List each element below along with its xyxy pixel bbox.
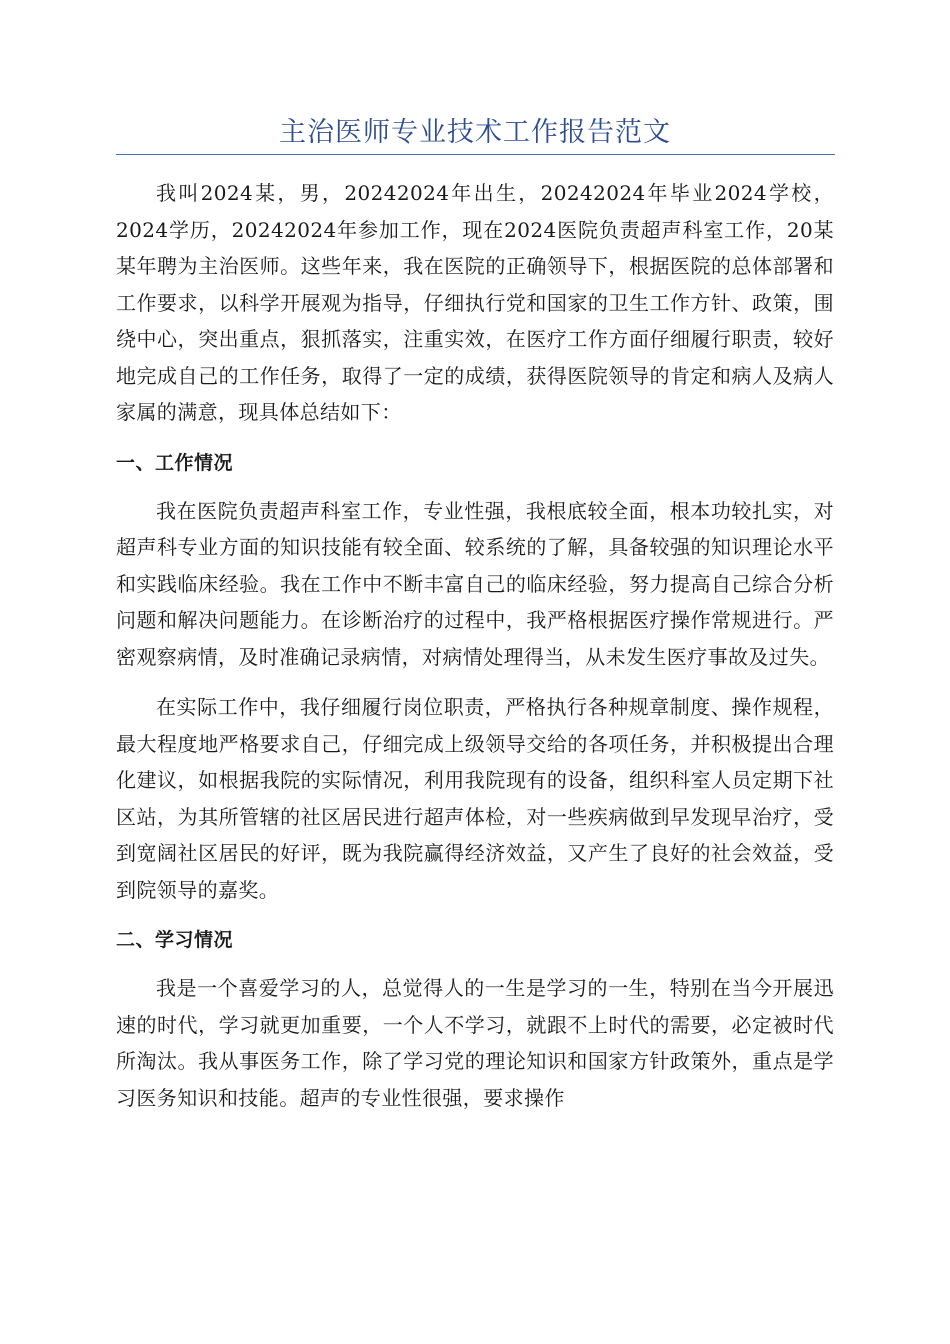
section-heading-work: 一、工作情况 xyxy=(116,451,234,474)
section-heading-study: 二、学习情况 xyxy=(116,929,234,951)
intro-paragraph: 我叫2024某，男，20242024年出生，20242024年毕业2024学校，2024学历，20242024年参加工作，现在2024医院负责超声科室工作，20某某年聘为主治医师。这些年来，我在医院的正确领导下，根据医院的总体部署和工作要求，以科学开展观为指导，仔细执行党和国家的卫生工作方针、政策，围绕中心，突出重点，狠抓落实，注重实效，在医疗工作方面仔细履行职责，较好地完成自己的工作任务，取得了一定的成绩，获得医院领导的肯定和病人及病人家属的满意，现具体总结如下： xyxy=(116,181,834,424)
document-body xyxy=(116,175,834,1130)
work-paragraph-1: 我在医院负责超声科室工作，专业性强，我根底较全面，根本功较扎实，对超声科专业方面的知识技能有较全面、较系统的了解，具备较强的知识理论水平和实践临床经验。我在工作中不断丰富自己的临床经验，努力提高自己综合分析问题和解决问题能力。在诊断治疗的过程中，我严格根据医疗操作常规进行。严密观察病情，及时准确记录病情，对病情处理得当，从未发生医疗事故及过失。 xyxy=(116,498,834,669)
work-paragraph-2: 在实际工作中，我仔细履行岗位职责，严格执行各种规章制度、操作规程，最大程度地严格要求自己，仔细完成上级领导交给的各项任务，并积极提出合理化建议，如根据我院的实际情况，利用我院现有的设备，组织科室人员定期下社区站，为其所管辖的社区居民进行超声体检，对一些疾病做到早发现早治疗，受到宽阔社区居民的好评，既为我院赢得经济效益，又产生了良好的社会效益，受到院领导的嘉奖。 xyxy=(116,695,834,902)
document-title: 主治医师专业技术工作报告范文 xyxy=(279,117,671,148)
title-underline xyxy=(116,154,835,155)
study-paragraph-1: 我是一个喜爱学习的人，总觉得人的一生是学习的一生，特别在当今开展迅速的时代，学习就更加重要，一个人不学习，就跟不上时代的需要，必定被时代所淘汰。我从事医务工作，除了学习党的理论知识和国家方针政策外，重点是学习医务知识和技能。超声的专业性很强，要求操作 xyxy=(116,976,834,1110)
